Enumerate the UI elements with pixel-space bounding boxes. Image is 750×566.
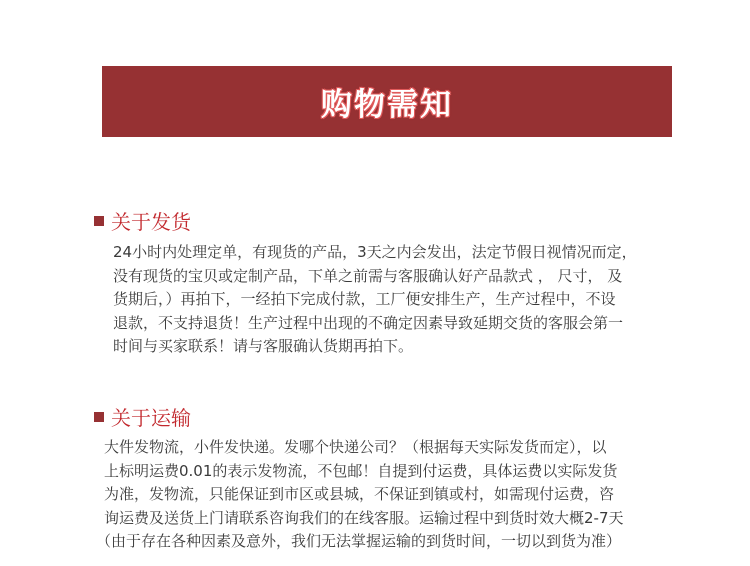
paragraph-line: 没有现货的宝贝或定制产品，下单之前需与客服确认好产品款式 ， 尺寸， 及 [113,266,623,285]
square-bullet-icon [94,216,104,226]
paragraph-line: 询运费及送货上门请联系咨询我们的在线客服。运输过程中到货时效大概2-7天 [104,508,624,527]
section-heading-text: 关于运输 [111,406,191,430]
paragraph-line: 时间与买家联系！请与客服确认货期再拍下。 [113,337,414,355]
section-heading-shipping [94,206,191,235]
paragraph-line: 大件发物流，小件发快递。发哪个快递公司？（根据每天实际发货而定），以 [104,438,607,456]
shopping-notice-banner [102,66,672,137]
banner-title: 购物需知 [321,87,453,123]
paragraph-line: 为准，发物流，只能保证到市区或县城，不保证到镇或村，如需现付运费，咨 [104,485,615,503]
section-body-transport [96,436,624,554]
section-heading-transport [94,402,191,431]
paragraph-line: 退款，不支持退货！生产过程中出现的不确定因素导致延期交货的客服会第一 [113,313,624,332]
paragraph-line: 24小时内处理定单，有现货的产品，3天之内会发出，法定节假日视情况而定， [113,243,637,261]
section-body-shipping [113,241,637,359]
paragraph-line: 上标明运费0.01的表示发物流，不包邮！自提到付运费，具体运费以实际发货 [104,461,618,480]
section-heading-text: 关于发货 [111,210,191,234]
square-bullet-icon [94,412,104,422]
paragraph-line: （由于存在各种因素及意外，我们无法掌握运输的到货时间，一切以到货为准） [96,532,622,550]
paragraph-line: 货期后，）再拍下，一经拍下完成付款，工厂便安排生产，生产过程中，不设 [113,290,616,308]
